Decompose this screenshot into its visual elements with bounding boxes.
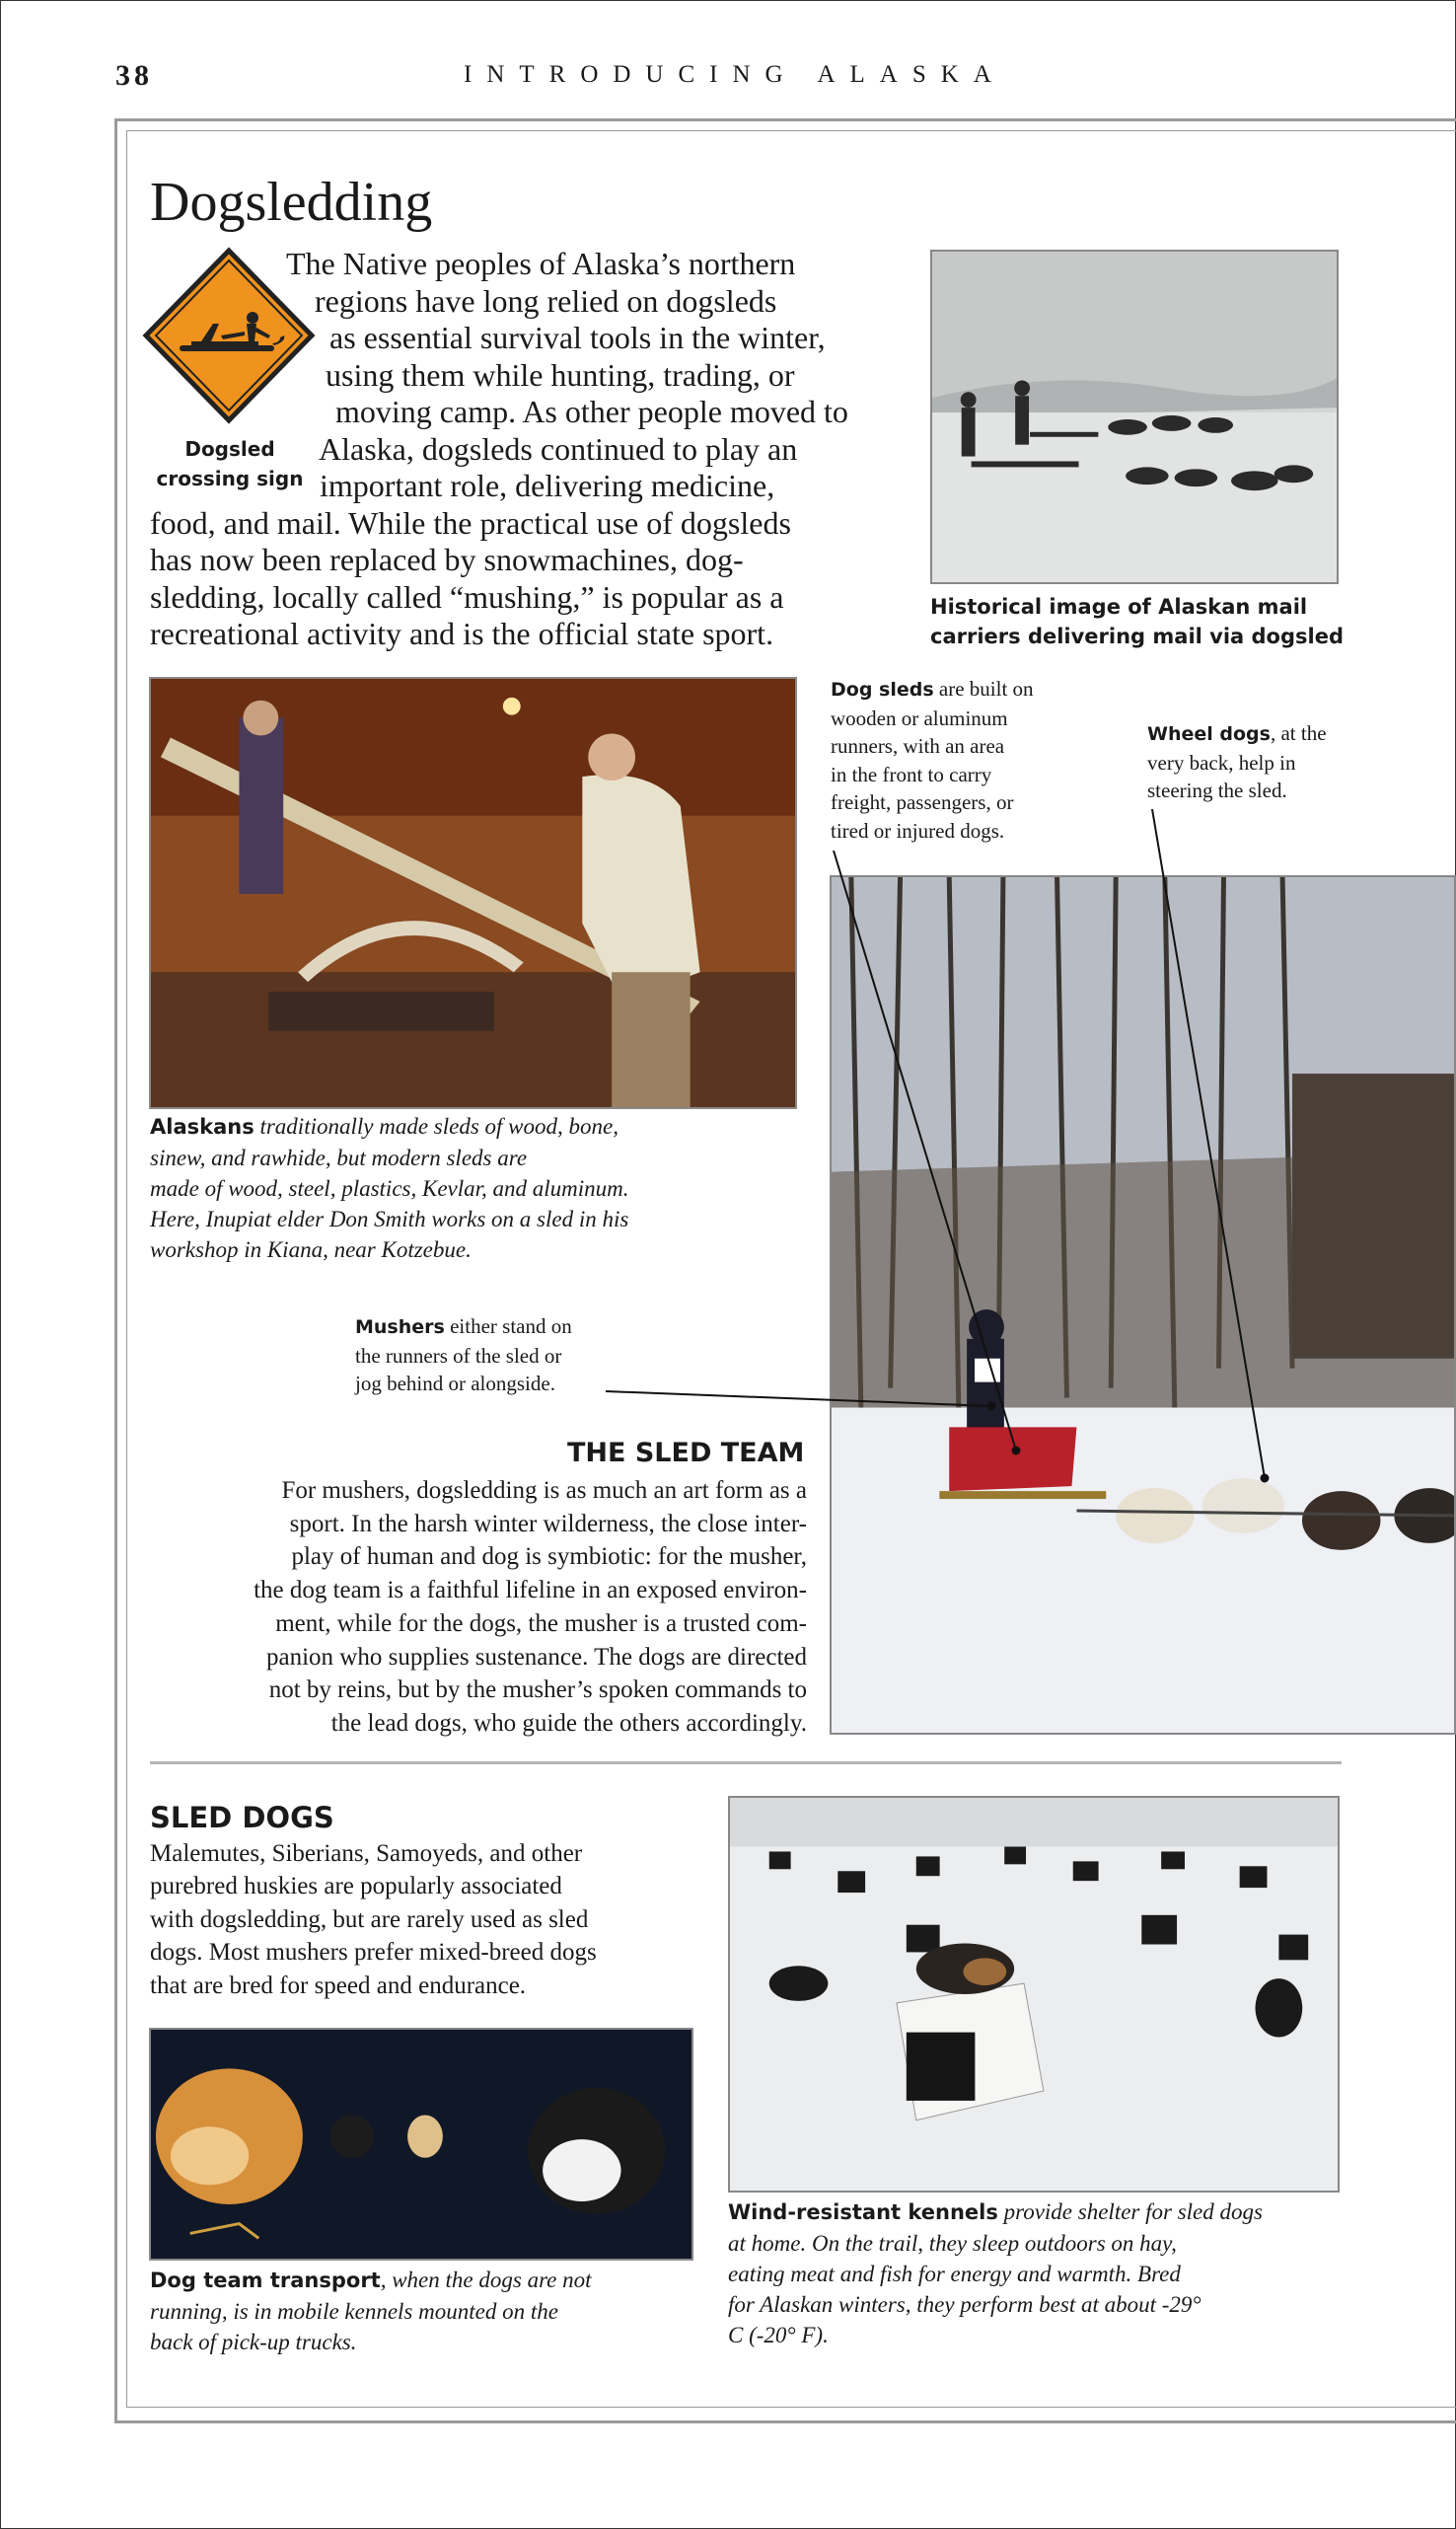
intro-line: has now been replaced by snowmachines, dog-: [150, 542, 744, 577]
sled-dogs-line: with dogsledding, but are rarely used as sled: [150, 1906, 589, 1933]
sled-team-line: sport. In the harsh winter wilderness, the close inter-: [289, 1511, 807, 1537]
intro-line: Alaska, dogsleds continued to play an: [319, 431, 798, 467]
intro-line: recreational activity and is the official state sport.: [150, 616, 774, 651]
sled-dogs-line: Malemutes, Siberians, Samoyeds, and other: [150, 1840, 583, 1867]
sled-team-line: the lead dogs, who guide the others accordingly.: [330, 1710, 807, 1737]
intro-line: important role, delivering medicine,: [320, 468, 775, 503]
sign-caption: Dogsled crossing sign: [156, 437, 304, 490]
page-number: 38: [115, 59, 153, 92]
intro-line: using them while hunting, trading, or: [326, 357, 795, 393]
running-head: INTRODUCING ALASKA: [464, 61, 1006, 88]
intro-line: regions have long relied on dogsleds: [315, 283, 777, 319]
workshop-caption: Alaskans traditionally made sleds of wood, bone, sinew, and rawhide, but modern sleds are made of wood, steel, plastics, Kevlar, and aluminum. Here, Inupiat elder Don Smith works on a sled in his workshop in Kiana, near Kotzebue.: [150, 1114, 629, 1262]
callout-wheel-dogs: Wheel dogs, at the very back, help in steering the sled.: [1147, 721, 1327, 802]
sled-team-line: not by reins, but by the musher’s spoken commands to: [268, 1676, 807, 1703]
intro-line: moving camp. As other people moved to: [335, 394, 848, 429]
callout-dog-sleds: Dog sleds are built on wooden or aluminum runners, with an area in the front to carry freight, passengers, or tired or injured dogs.: [831, 677, 1034, 843]
callout-mushers: Mushers either stand on the runners of the sled or jog behind or alongside.: [355, 1314, 572, 1395]
sled-dogs-line: that are bred for speed and endurance.: [150, 1972, 527, 1999]
kennels-photo: [728, 1796, 1340, 2193]
sled-team-heading: THE SLED TEAM: [567, 1438, 805, 1468]
sled-team-photo: [830, 875, 1456, 1735]
intro-line: The Native peoples of Alaska’s northern: [286, 246, 796, 281]
historical-photo-caption: Historical image of Alaskan mail carriers delivering mail via dogsled: [930, 595, 1344, 648]
sled-team-line: panion who supplies sustenance. The dogs are directed: [266, 1644, 807, 1671]
sled-dogs-heading: SLED DOGS: [150, 1801, 334, 1834]
sled-team-line: the dog team is a faithful lifeline in an exposed environ-: [254, 1577, 807, 1603]
kennels-caption: Wind-resistant kennels provide shelter for sled dogs at home. On the trail, they sleep outdoors on hay, eating meat and fish for energy and warmth. Bred for Alaskan winters, they perform best at about -29° C (-20° F).: [728, 2199, 1263, 2347]
section-divider: [150, 1761, 1342, 1764]
sled-dogs-line: purebred huskies are popularly associated: [150, 1873, 562, 1899]
intro-line: sledding, locally called “mushing,” is popular as a: [150, 579, 784, 615]
workshop-sled-photo: [149, 677, 797, 1109]
historical-mail-carriers-photo: [930, 250, 1339, 584]
sled-team-line: For mushers, dogsledding is as much an art form as a: [281, 1477, 807, 1504]
intro-line: as essential survival tools in the winter,: [329, 320, 826, 355]
sled-dogs-line: dogs. Most mushers prefer mixed-breed dogs: [150, 1939, 597, 1966]
transport-caption: Dog team transport, when the dogs are not running, is in mobile kennels mounted on the back of pick-up trucks.: [150, 2268, 592, 2354]
sled-team-line: ment, while for the dogs, the musher is a trusted com-: [275, 1610, 807, 1637]
page-title: Dogsledding: [150, 172, 433, 233]
sled-team-line: play of human and dog is symbiotic: for the musher,: [291, 1543, 807, 1570]
dog-transport-photo: [149, 2028, 693, 2261]
intro-line: food, and mail. While the practical use of dogsleds: [150, 505, 791, 541]
